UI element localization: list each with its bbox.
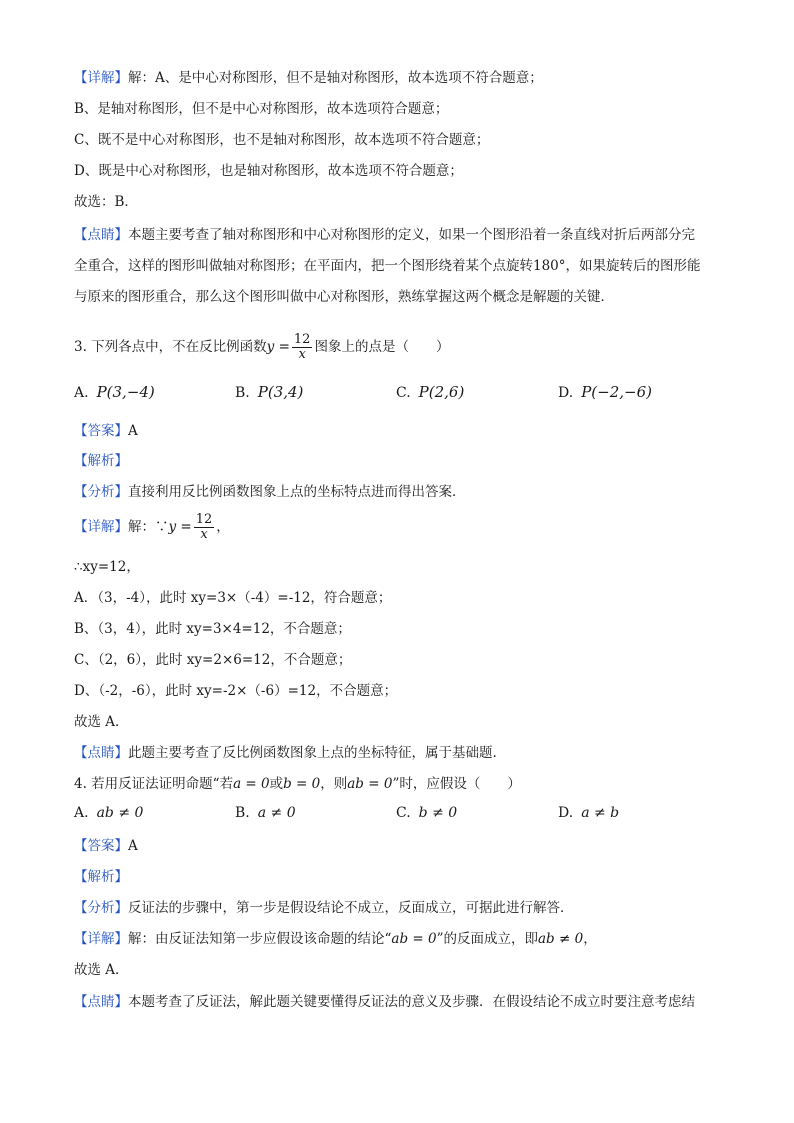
- q2-detail-d: D、既是中心对称图形，也是轴对称图形，故本选项不符合题意；: [74, 163, 463, 179]
- fraction-12-over-x: $\frac{12}{x}$: [293, 332, 311, 362]
- q3-analysis-tag: 【解析】: [74, 453, 128, 469]
- comment-tag: 【点睛】: [74, 227, 128, 243]
- q4-option-b: B. a ≠ 0: [235, 805, 296, 821]
- q3-detail-a: A．（3，-4），此时 xy=3×（-4）=-12，符合题意；: [74, 590, 392, 606]
- q4-option-c: C. b ≠ 0: [396, 805, 458, 821]
- q2-comment-1: 【点睛】本题主要考查了轴对称图形和中心对称图形的定义，如果一个图形沿着一条直线对折后两部分完: [74, 227, 695, 243]
- analyze-tag: 【分析】: [74, 900, 128, 916]
- function-y: y =: [266, 339, 290, 355]
- q4-detail: 【详解】解：由反证法知第一步应假设该命题的结论“ab = 0”的反面成立，即ab ≠ 0，: [74, 931, 597, 947]
- q3-choice: 故选 A．: [74, 714, 129, 730]
- q2-detail-c: C、既不是中心对称图形，也不是轴对称图形，故本选项不符合题意；: [74, 132, 490, 148]
- q4-option-a: A. ab ≠ 0: [74, 805, 144, 821]
- q3-detail-d: D、（-2，-6），此时 xy=-2×（-6）=12，不合题意；: [74, 683, 398, 699]
- q3-detail-b: B、（3，4），此时 xy=3×4=12，不合题意；: [74, 621, 351, 637]
- q3-stem: 3. 下列各点中，不在反比例函数y = $\frac{12}{x}$ 图象上的点是（ ）: [74, 332, 450, 362]
- q2-comment-2: 全重合，这样的图形叫做轴对称图形；在平面内，把一个图形绕着某个点旋转180°，如果旋转后的图形能: [74, 258, 701, 274]
- answer-tag: 【答案】: [74, 838, 128, 854]
- q4-choice: 故选 A．: [74, 962, 129, 978]
- q3-analyze: 【分析】直接利用反比例函数图象上点的坐标特点进而得出答案．: [74, 484, 466, 500]
- detail-tag: 【详解】: [74, 70, 128, 86]
- q4-analysis-tag: 【解析】: [74, 869, 128, 885]
- answer-tag: 【答案】: [74, 423, 128, 439]
- q3-option-a: A. P(3,−4): [74, 383, 155, 401]
- q4-analyze: 【分析】反证法的步骤中，第一步是假设结论不成立，反面成立，可据此进行解答．: [74, 900, 574, 916]
- q3-answer: 【答案】A: [74, 423, 138, 439]
- q4-answer: 【答案】A: [74, 838, 138, 854]
- q2-detail-a: 【详解】解：A、是中心对称图形，但不是轴对称图形，故本选项不符合题意；: [74, 70, 543, 86]
- q3-option-c: C. P(2,6): [396, 383, 465, 401]
- detail-tag: 【详解】: [74, 931, 128, 947]
- q3-option-d: D. P(−2,−6): [558, 383, 652, 401]
- detail-tag: 【详解】: [74, 519, 128, 535]
- q3-option-b: B. P(3,4): [235, 383, 304, 401]
- q4-stem: 4. 若用反证法证明命题“若a = 0或b = 0，则ab = 0”时，应假设（ ）: [74, 776, 521, 792]
- q4-comment: 【点睛】本题考查了反证法，解此题关键要懂得反证法的意义及步骤．在假设结论不成立时要注意考虑结: [74, 994, 695, 1010]
- comment-tag: 【点睛】: [74, 994, 128, 1010]
- fraction-12-over-x: $\frac{12}{x}$: [195, 512, 213, 542]
- q3-detail-c: C、（2，6），此时 xy=2×6=12，不合题意；: [74, 652, 352, 668]
- q2-detail-b: B、是轴对称图形，但不是中心对称图形，故本选项符合题意；: [74, 101, 449, 117]
- q2-choice: 故选：B．: [74, 194, 138, 210]
- q3-comment: 【点睛】此题主要考查了反比例函数图象上点的坐标特征，属于基础题.: [74, 745, 497, 761]
- q3-detail: 【详解】解：∵y = $\frac{12}{x}$ ，: [74, 512, 230, 542]
- comment-tag: 【点睛】: [74, 745, 128, 761]
- q2-comment-3: 与原来的图形重合，那么这个图形叫做中心对称图形，熟练掌握这两个概念是解题的关键．: [74, 289, 614, 305]
- q3-therefore: ∴xy=12，: [74, 559, 140, 575]
- analyze-tag: 【分析】: [74, 484, 128, 500]
- q4-option-d: D. a ≠ b: [558, 805, 620, 821]
